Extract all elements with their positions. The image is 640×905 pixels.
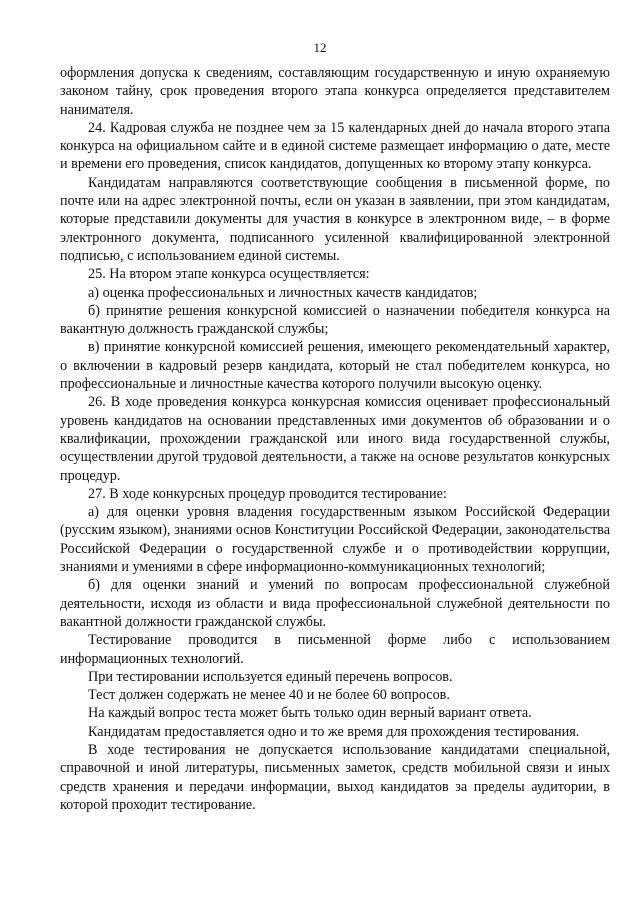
paragraph-item-25a: а) оценка профессиональных и личностных качеств кандидатов; — [88, 284, 478, 301]
paragraph-item-24: 24. Кадровая служба не позднее чем за 15 календарных дней до начала второго этапа конкурса на официальном сайте и в единой системе размещает информацию о дате, месте и времени его проведения, список кандидатов, допущенных ко второму этапу конкурса. — [60, 119, 610, 173]
paragraph-item-25b: б) принятие решения конкурсной комиссией о назначении победителя конкурса на вакантную должность гражданской службы; — [60, 302, 610, 338]
page-number: 12 — [313, 40, 327, 55]
paragraph-item-27b: б) для оценки знаний и умений по вопросам профессиональной служебной деятельности, исходя из области и вида профессиональной служебной деятельности по вакантной должности гражданской службы. — [60, 577, 610, 630]
paragraph-question-count: Тест должен содержать не менее 40 и не более 60 вопросов. — [88, 687, 450, 704]
paragraph-item-27a: а) для оценки уровня владения государственным языком Российской Федерации (русским языком), знаниями основ Конституции Российской Федерации, законодательства Российской Федерации о государственной службе и о противодействии коррупции, знаниями и умениями в сфере информационно-коммуникационных технологий; — [60, 504, 610, 576]
paragraph-continuation: оформления допуска к сведениям, составляющим государственную и иную охраняемую законом тайну, срок проведения второго этапа конкурса определяется представителем нанимателя. — [60, 65, 610, 118]
paragraph-testing-form: Тестирование проводится в письменной форме либо с использованием информационных технологий. — [60, 632, 610, 667]
paragraph-time-rule: Кандидатам предоставляется одно и то же время для прохождения тестирования. — [88, 723, 580, 740]
paragraph-question-list: При тестировании используется единый перечень вопросов. — [88, 668, 453, 685]
paragraph-item-25v: в) принятие конкурсной комиссией решения, имеющего рекомендательный характер, о включении в кадровый резерв кандидата, который не стал победителем конкурса, но профессиональные и личностные качества которого получили высокую оценку. — [60, 339, 610, 393]
paragraph-answer-rule: На каждый вопрос теста может быть только один верный вариант ответа. — [88, 705, 532, 722]
document-body — [60, 64, 610, 814]
paragraph-item-27: 27. В ходе конкурсных процедур проводится тестирование: — [88, 485, 447, 502]
paragraph-prohibitions: В ходе тестирования не допускается использование кандидатами специальной, справочной и иной литературы, письменных заметок, средств мобильной связи и иных средств хранения и передачи информации, выход кандидатов за пределы аудитории, в которой проходит тестирование. — [60, 741, 610, 813]
paragraph-notification: Кандидатам направляются соответствующие сообщения в письменной форме, по почте или на адрес электронной почты, если он указан в заявлении, при этом кандидатам, которые представили документы для участия в конкурсе в электронном виде, – в форме электронного документа, подписанного усиленной квалифицированной электронной подписью, с использованием единой системы. — [60, 174, 610, 264]
paragraph-item-26: 26. В ходе проведения конкурса конкурсная комиссия оценивает профессиональный уровень кандидатов на основании представленных ими документов об образовании и о квалификации, прохождении гражданской или иного вида государственной службы, осуществлении другой трудовой деятельности, а также на основе результатов конкурсных процедур. — [60, 394, 610, 484]
paragraph-item-25: 25. На втором этапе конкурса осуществляется: — [88, 266, 370, 283]
